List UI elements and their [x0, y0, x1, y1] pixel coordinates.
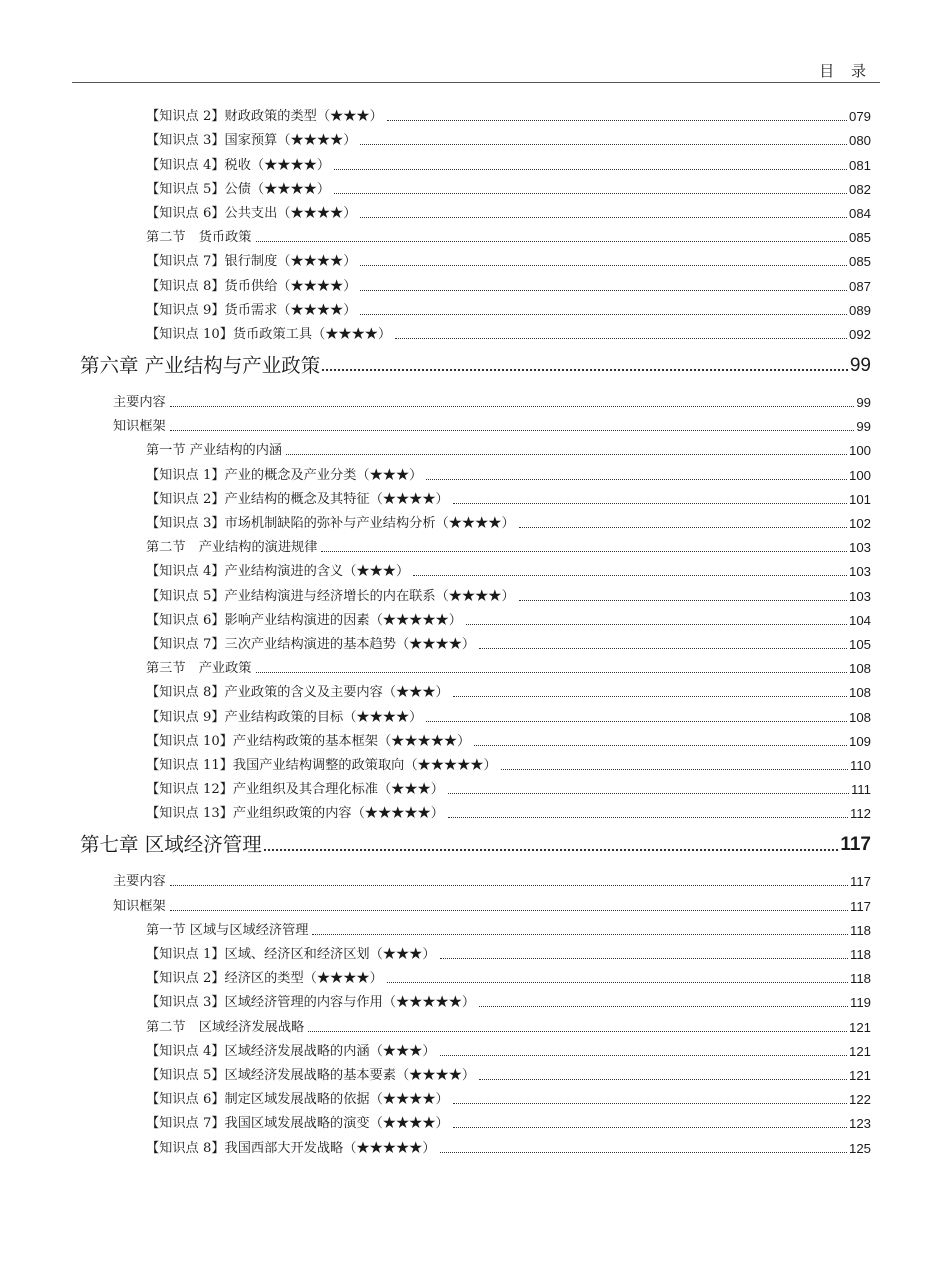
page-number: 118 [849, 922, 871, 938]
toc-chapter-7[interactable] [0, 823, 950, 867]
leader-dots [440, 1055, 847, 1056]
page-number: 108 [848, 685, 871, 701]
leader-dots [519, 527, 847, 528]
header-title: 目 录 [819, 62, 872, 80]
page-number: 122 [848, 1092, 871, 1108]
entry-label: 【知识点 1】区域、经济区和经济区划（★★★） [146, 947, 436, 962]
toc-group-a [0, 102, 950, 344]
leader-dots [360, 314, 847, 315]
toc-entry-knowledge-point[interactable] [0, 940, 950, 964]
entry-label: 【知识点 9】货币需求（★★★★） [146, 302, 357, 318]
entry-label: 【知识点 6】制定区域发展战略的依据（★★★★） [146, 1092, 449, 1108]
toc-entry-knowledge-point[interactable] [0, 1109, 950, 1133]
entry-label: 【知识点 6】公共支出（★★★★） [146, 205, 357, 221]
entry-label: 【知识点 2】产业结构的概念及其特征（★★★★） [146, 491, 449, 507]
toc-entry-knowledge-point[interactable] [0, 247, 950, 271]
leader-dots [453, 503, 847, 504]
toc-entry-knowledge-point[interactable] [0, 296, 950, 320]
entry-label: 【知识点 7】银行制度（★★★★） [146, 254, 357, 270]
leader-dots [479, 1079, 847, 1080]
page-number: 117 [840, 834, 871, 856]
page-number: 123 [848, 1116, 871, 1132]
leader-dots [286, 454, 847, 455]
leader-dots [170, 885, 848, 886]
leader-dots [312, 934, 848, 935]
toc-chapter-6[interactable] [0, 344, 950, 388]
page-number: 084 [848, 205, 871, 221]
leader-dots [170, 910, 848, 911]
toc-entry-top[interactable] [0, 412, 950, 436]
entry-label: 【知识点 2】经济区的类型（★★★★） [146, 971, 383, 987]
entry-label: 第二节 货币政策 [146, 230, 252, 246]
leader-dots [453, 696, 847, 697]
leader-dots [479, 1006, 848, 1007]
entry-label: 【知识点 6】影响产业结构演进的因素（★★★★★） [146, 612, 462, 628]
toc-entry-section[interactable] [0, 916, 950, 940]
page-number: 081 [848, 157, 871, 173]
page-number: 092 [848, 326, 871, 342]
page-number: 121 [848, 1067, 871, 1083]
chapter-title: 第六章 产业结构与产业政策 [80, 353, 321, 377]
toc-entry-knowledge-point[interactable] [0, 727, 950, 751]
entry-label: 【知识点 10】产业结构政策的基本框架（★★★★★） [146, 733, 471, 749]
toc-entry-section[interactable] [0, 654, 950, 678]
toc-entry-knowledge-point[interactable] [0, 988, 950, 1012]
page-number: 99 [856, 395, 871, 411]
leader-dots [360, 217, 847, 218]
page-number: 079 [848, 109, 871, 125]
toc-entry-section[interactable] [0, 223, 950, 247]
entry-label: 第三节 产业政策 [146, 661, 252, 677]
entry-label: 【知识点 2】财政政策的类型（★★★） [146, 109, 383, 125]
leader-dots [256, 241, 847, 242]
leader-dots [334, 169, 847, 170]
page-number: 99 [856, 419, 871, 435]
toc-entry-knowledge-point[interactable] [0, 460, 950, 484]
leader-dots [479, 648, 847, 649]
chapter-title: 第七章 区域经济管理 [80, 833, 262, 857]
leader-dots [387, 982, 848, 983]
toc-entry-knowledge-point[interactable] [0, 775, 950, 799]
page-number: 103 [848, 564, 871, 580]
leader-dots [360, 144, 847, 145]
page-number: 118 [849, 971, 871, 987]
table-of-contents [0, 102, 950, 1158]
entry-label: 【知识点 1】产业的概念及产业分类（★★★） [146, 467, 423, 483]
toc-entry-top[interactable] [0, 867, 950, 891]
toc-entry-knowledge-point[interactable] [0, 509, 950, 533]
leader-dots [170, 430, 855, 431]
toc-entry-knowledge-point[interactable] [0, 606, 950, 630]
entry-label: 第二节 区域经济发展战略 [146, 1019, 305, 1035]
entry-label: 【知识点 7】我国区域发展战略的演变（★★★★） [146, 1116, 449, 1132]
entry-label: 【知识点 13】产业组织政策的内容（★★★★★） [146, 806, 444, 822]
entry-label: 【知识点 3】区域经济管理的内容与作用（★★★★★） [146, 995, 476, 1011]
toc-entry-knowledge-point[interactable] [0, 799, 950, 823]
toc-entry-knowledge-point[interactable] [0, 1061, 950, 1085]
entry-label: 主要内容 [113, 874, 166, 890]
entry-label: 【知识点 11】我国产业结构调整的政策取向（★★★★★） [146, 757, 497, 773]
entry-label: 【知识点 4】区域经济发展战略的内涵（★★★） [146, 1043, 436, 1059]
page-number: 085 [848, 230, 871, 246]
toc-entry-knowledge-point[interactable] [0, 964, 950, 988]
entry-label: 【知识点 5】产业结构演进与经济增长的内在联系（★★★★） [146, 588, 515, 604]
leader-dots [453, 1127, 847, 1128]
toc-entry-knowledge-point[interactable] [0, 630, 950, 654]
toc-entry-knowledge-point[interactable] [0, 1037, 950, 1061]
toc-entry-knowledge-point[interactable] [0, 485, 950, 509]
entry-label: 【知识点 7】三次产业结构演进的基本趋势（★★★★） [146, 636, 476, 652]
toc-entry-knowledge-point[interactable] [0, 557, 950, 581]
leader-dots [256, 672, 847, 673]
entry-label: 【知识点 8】产业政策的含义及主要内容（★★★） [146, 685, 449, 701]
page-header [72, 58, 880, 83]
page-number: 102 [848, 516, 871, 531]
leader-dots [264, 849, 839, 851]
toc-group-c [0, 867, 950, 1157]
page-number: 108 [848, 709, 871, 725]
leader-dots [360, 265, 847, 266]
entry-label: 第一节 区域与区域经济管理 [146, 922, 309, 938]
leader-dots [519, 600, 847, 601]
page-number: 101 [848, 491, 871, 507]
leader-dots [426, 479, 847, 480]
toc-entry-knowledge-point[interactable] [0, 702, 950, 726]
toc-entry-knowledge-point[interactable] [0, 271, 950, 295]
toc-entry-section[interactable] [0, 1012, 950, 1036]
entry-label: 【知识点 3】市场机制缺陷的弥补与产业结构分析（★★★★） [146, 516, 515, 531]
entry-label: 【知识点 12】产业组织及其合理化标准（★★★） [146, 782, 444, 798]
leader-dots [501, 769, 848, 770]
entry-label: 【知识点 4】产业结构演进的含义（★★★） [146, 564, 410, 580]
page-number: 110 [849, 757, 871, 773]
page-number: 100 [848, 443, 871, 459]
entry-label: 【知识点 3】国家预算（★★★★） [146, 133, 357, 149]
leader-dots [360, 290, 847, 291]
leader-dots [308, 1031, 847, 1032]
page-number: 118 [849, 947, 871, 962]
entry-label: 第一节 产业结构的内涵 [146, 443, 283, 459]
page-number: 99 [849, 354, 871, 376]
leader-dots [466, 624, 847, 625]
page-number: 117 [849, 898, 871, 914]
entry-label: 知识框架 [113, 898, 166, 914]
entry-label: 【知识点 10】货币政策工具（★★★★） [146, 326, 392, 342]
leader-dots [395, 338, 847, 339]
entry-label: 【知识点 5】区域经济发展战略的基本要素（★★★★） [146, 1067, 476, 1083]
page-number: 109 [848, 733, 871, 749]
toc-entry-knowledge-point[interactable] [0, 751, 950, 775]
leader-dots [334, 193, 847, 194]
leader-dots [170, 406, 855, 407]
page-number: 087 [848, 278, 871, 294]
toc-entry-knowledge-point[interactable] [0, 1133, 950, 1157]
toc-group-b [0, 388, 950, 823]
toc-entry-knowledge-point[interactable] [0, 126, 950, 150]
toc-entry-knowledge-point[interactable] [0, 150, 950, 174]
page-number: 103 [848, 540, 871, 556]
leader-dots [426, 721, 847, 722]
page-number: 089 [848, 302, 871, 318]
page-number: 100 [848, 467, 871, 483]
entry-label: 【知识点 8】我国西部大开发战略（★★★★★） [146, 1140, 436, 1156]
page-number: 080 [848, 133, 871, 149]
page-number: 105 [848, 636, 871, 652]
entry-label: 主要内容 [113, 395, 166, 411]
leader-dots [322, 369, 848, 371]
entry-label: 【知识点 9】产业结构政策的目标（★★★★） [146, 709, 423, 725]
page-number: 112 [849, 806, 871, 822]
toc-entry-section[interactable] [0, 436, 950, 460]
toc-entry-knowledge-point[interactable] [0, 175, 950, 199]
page-number: 103 [848, 588, 871, 604]
entry-label: 第二节 产业结构的演进规律 [146, 540, 318, 556]
toc-entry-section[interactable] [0, 533, 950, 557]
toc-entry-top[interactable] [0, 388, 950, 412]
page-number: 119 [849, 995, 871, 1011]
leader-dots [387, 120, 847, 121]
leader-dots [453, 1103, 847, 1104]
leader-dots [440, 958, 848, 959]
leader-dots [321, 551, 847, 552]
page-number: 121 [848, 1043, 871, 1059]
leader-dots [448, 793, 849, 794]
entry-label: 【知识点 5】公债（★★★★） [146, 181, 331, 197]
leader-dots [474, 745, 847, 746]
leader-dots [413, 575, 847, 576]
page-number: 121 [848, 1019, 871, 1035]
page-number: 085 [848, 254, 871, 270]
entry-label: 知识框架 [113, 419, 166, 435]
toc-entry-knowledge-point[interactable] [0, 678, 950, 702]
toc-entry-knowledge-point[interactable] [0, 1085, 950, 1109]
toc-entry-top[interactable] [0, 891, 950, 915]
entry-label: 【知识点 8】货币供给（★★★★） [146, 278, 357, 294]
page-number: 082 [848, 181, 871, 197]
entry-label: 【知识点 4】税收（★★★★） [146, 157, 331, 173]
toc-entry-knowledge-point[interactable] [0, 102, 950, 126]
page-number: 111 [850, 782, 871, 798]
page-number: 125 [848, 1140, 871, 1156]
page-number: 104 [848, 612, 871, 628]
leader-dots [448, 817, 848, 818]
toc-entry-knowledge-point[interactable] [0, 320, 950, 344]
page-number: 108 [848, 661, 871, 677]
page-number: 117 [849, 874, 871, 890]
toc-entry-knowledge-point[interactable] [0, 581, 950, 605]
toc-entry-knowledge-point[interactable] [0, 199, 950, 223]
leader-dots [440, 1152, 847, 1153]
